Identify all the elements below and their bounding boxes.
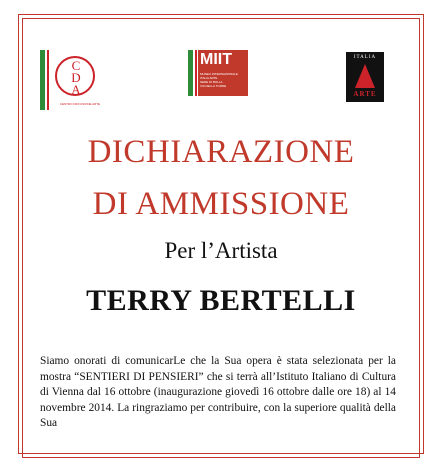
logo-bottom-text: ARTE (353, 90, 377, 98)
miit-lines (200, 72, 246, 88)
miit-logo (188, 50, 252, 102)
miit-line: SEDE DI BOLLA (200, 80, 223, 84)
miit-line: VIA DELLA TORRE (200, 84, 227, 88)
logo-letter-d: D (71, 70, 81, 85)
miit-line: MUSEO INTERNAZIONALE (200, 72, 238, 76)
logo-green-bar (40, 50, 45, 110)
logo-caption: CENTRO DIFFUSIONE ARTE (59, 102, 101, 106)
miit-line: ITALIA ARTE (200, 76, 218, 80)
logo-letters (62, 60, 90, 96)
document-title-line1: DICHIARAZIONE (87, 134, 355, 170)
triangle-icon (355, 64, 375, 88)
miit-title: MIIT (200, 51, 232, 68)
italia-arte-logo (346, 52, 384, 102)
logo-green-bar (188, 50, 193, 96)
artist-name: TERRY BERTELLI (86, 284, 356, 317)
cda-logo (40, 50, 110, 120)
logo-top-text: ITALIA (353, 55, 377, 60)
body-paragraph: Siamo onorati di comunicarLe che la Sua opera è stata selezionata per la mostra “SENTIERI DI PENSIERI” che si terrà all’Istituto Italiano di Cultura di Vienna dal 16 ottobre (inaugurazione giovedì 16 ottobre dalle ore 18) al 14 novembre 2014. La ringraziamo per contribuire, con la superiore qualità della Sua (40, 355, 396, 429)
logo-red-bar (47, 50, 49, 110)
logo-letter-c: C (71, 58, 81, 73)
document-subtitle: Per l’Artista (164, 238, 278, 263)
logo-red-bar (195, 50, 197, 96)
document-title-line2: DI AMMISSIONE (92, 186, 350, 222)
logo-letter-a: A (71, 82, 81, 97)
